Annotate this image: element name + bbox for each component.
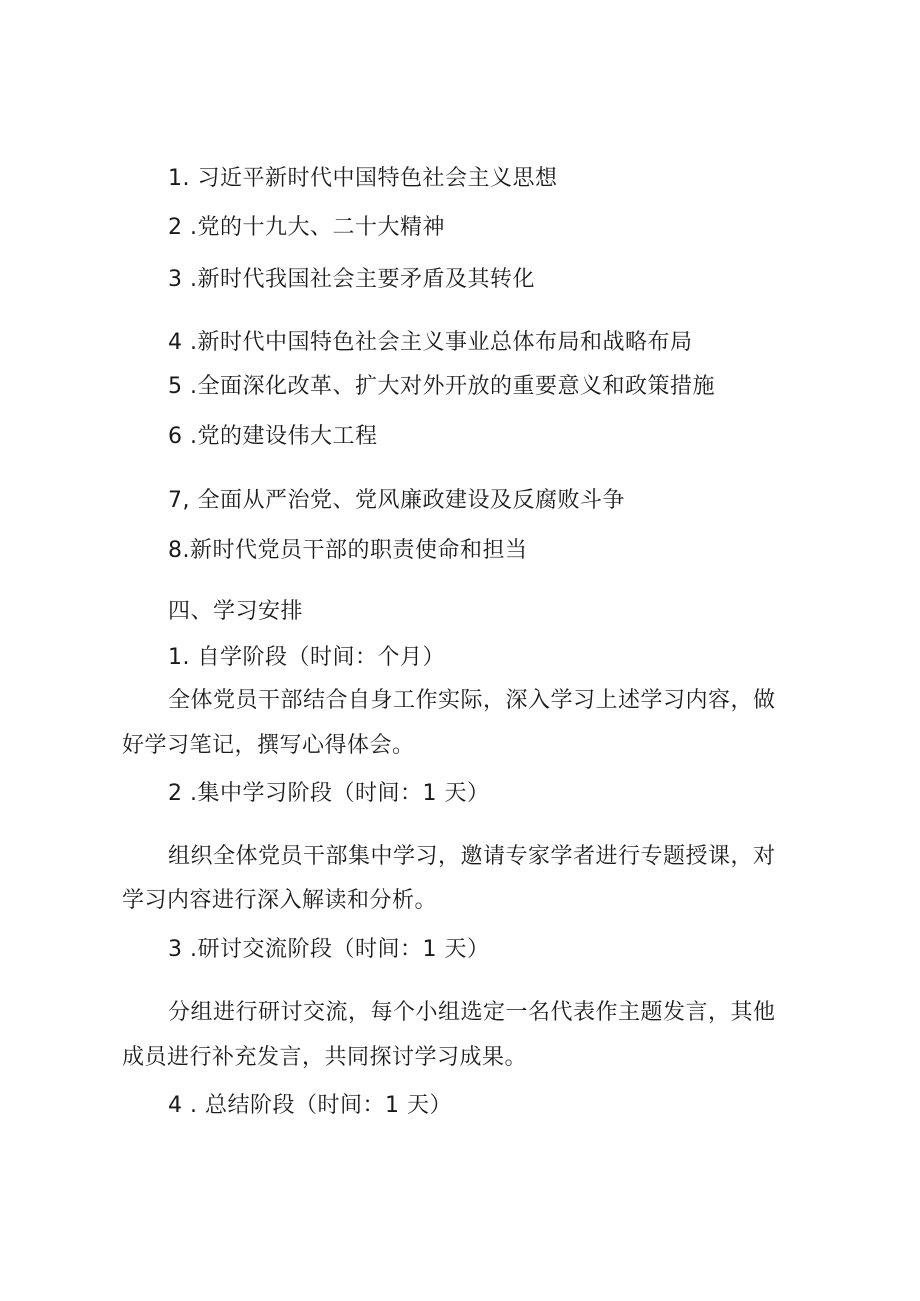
content-item-4: 4 .新时代中国特色社会主义事业总体布局和战略布局: [168, 330, 693, 355]
stage-3-body-line-1: 分组进行研讨交流，每个小组选定一名代表作主题发言，其他: [168, 1000, 776, 1025]
content-item-1: 1. 习近平新时代中国特色社会主义思想: [168, 166, 558, 191]
content-item-2: 2 .党的十九大、二十大精神: [168, 215, 445, 240]
stage-3-body-line-2: 成员进行补充发言，共同探讨学习成果。: [122, 1045, 528, 1070]
content-item-3: 3 .新时代我国社会主要矛盾及其转化: [168, 267, 535, 292]
stage-2-body-line-2: 学习内容进行深入解读和分析。: [122, 888, 438, 913]
content-item-7: 7, 全面从严治党、党风廉政建设及反腐败斗争: [168, 488, 625, 513]
content-item-6: 6 .党的建设伟大工程: [168, 424, 378, 449]
stage-4-title: 4 . 总结阶段（时间：1 天）: [168, 1093, 452, 1118]
stage-1-body-line-1: 全体党员干部结合自身工作实际，深入学习上述学习内容，做: [168, 688, 776, 713]
stage-2-title: 2 .集中学习阶段（时间：1 天）: [168, 781, 490, 806]
stage-1-title: 1. 自学阶段（时间：个月）: [168, 645, 445, 670]
section-heading: 四、学习安排: [168, 599, 304, 624]
content-item-8: 8.新时代党员干部的职责使命和担当: [168, 538, 528, 563]
stage-3-title: 3 .研讨交流阶段（时间：1 天）: [168, 937, 490, 962]
stage-1-body-line-2: 好学习笔记，撰写心得体会。: [122, 733, 415, 758]
content-item-5: 5 .全面深化改革、扩大对外开放的重要意义和政策措施: [168, 374, 715, 399]
stage-2-body-line-1: 组织全体党员干部集中学习，邀请专家学者进行专题授课，对: [168, 844, 776, 869]
